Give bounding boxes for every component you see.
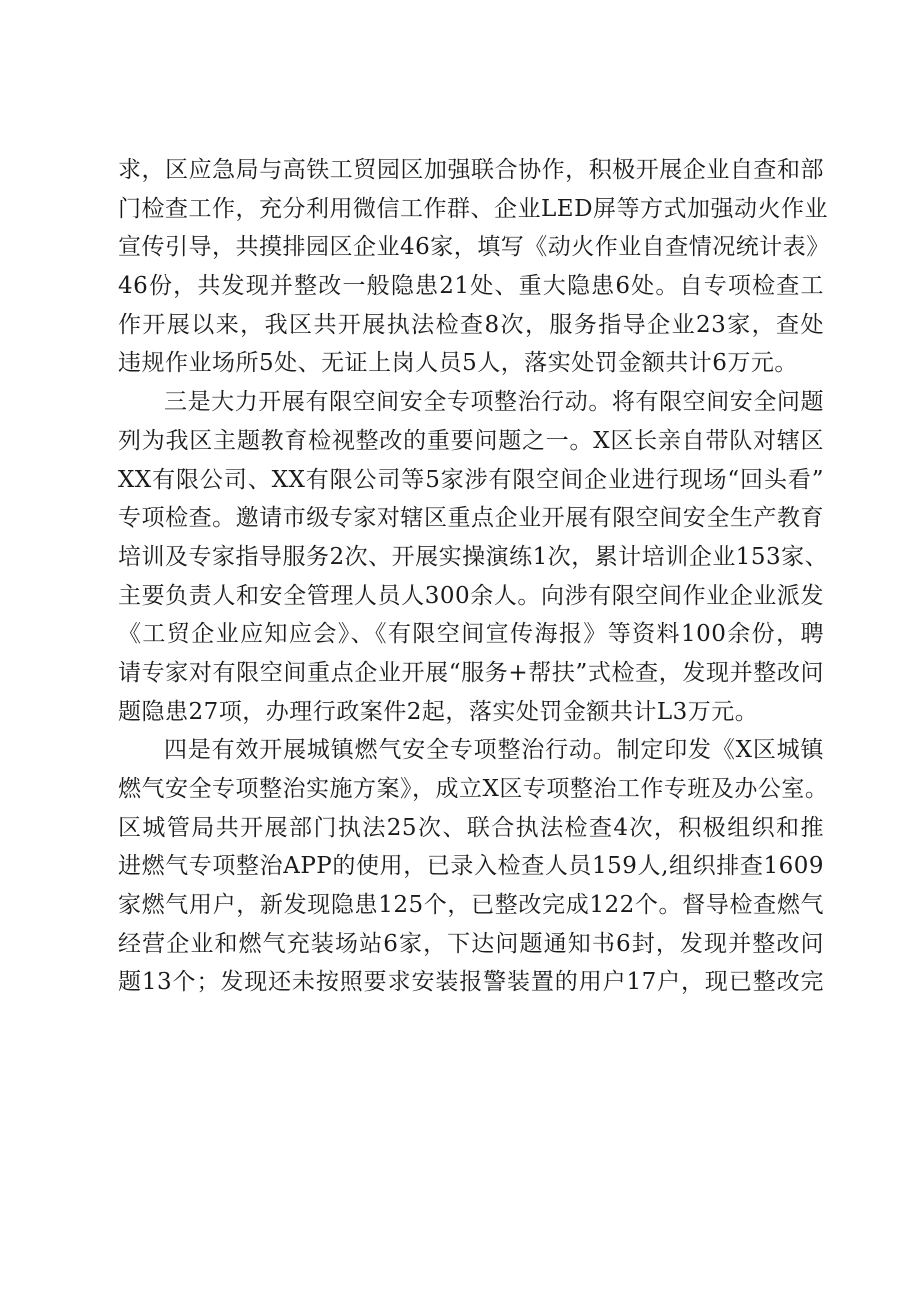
- text-line: 主要负责人和安全管理人员人300余人。向涉有限空间作业企业派发: [118, 582, 824, 609]
- text-line: 三是大力开展有限空间安全专项整治行动。将有限空间安全问题: [164, 389, 824, 416]
- paragraph-gas-safety: [118, 731, 829, 1002]
- paragraph-hot-work: [118, 151, 830, 383]
- text-line: 经营企业和燃气充装场站6家，下达问题通知书6封，发现并整改问: [118, 930, 824, 957]
- text-line: 作开展以来，我区共开展执法检查8次，服务指导企业23家，查处: [118, 311, 824, 338]
- paragraph-confined-space: [118, 383, 829, 731]
- text-line: 区城管局共开展部门执法25次、联合执法检查4次，积极组织和推: [118, 814, 824, 841]
- text-line: 请专家对有限空间重点企业开展“服务+帮扶”式检查，发现并整改问: [118, 659, 824, 686]
- text-line: 燃气安全专项整治实施方案》，成立X区专项整治工作专班及办公室。: [118, 776, 829, 802]
- text-line: 列为我区主题教育检视整改的重要问题之一。X区长亲自带队对辖区: [118, 427, 824, 454]
- text-line: 培训及专家指导服务2次、开展实操演练1次，累计培训企业153家、: [118, 543, 829, 570]
- text-line: 《工贸企业应知应会》、《有限空间宣传海报》等资料100余份，聘: [118, 621, 824, 648]
- text-line: 门检查工作，充分利用微信工作群、企业LED屏等方式加强动火作业: [118, 195, 829, 222]
- text-line: 进燃气专项整治APP的使用，已录入检查人员159人,组织排查1609: [118, 853, 824, 880]
- text-line: XX有限公司、XX有限公司等5家涉有限空间企业进行现场“回头看”: [118, 466, 824, 493]
- text-line: 求，区应急局与高铁工贸园区加强联合协作，积极开展企业自查和部: [118, 157, 824, 183]
- text-line: 46份，共发现并整改一般隐患21处、重大隐患6处。自专项检查工: [118, 273, 824, 300]
- text-line: 宣传引导，共摸排园区企业46家，填写《动火作业自查情况统计表》: [118, 234, 830, 261]
- text-line: 专项检查。邀请市级专家对辖区重点企业开展有限空间安全生产教育: [118, 505, 824, 532]
- text-line: 违规作业场所5处、无证上岗人员5人，落实处罚金额共计6万元。: [118, 350, 798, 377]
- text-line: 题隐患27项，办理行政案件2起，落实处罚金额共计L3万元。: [118, 698, 759, 725]
- document-body: [118, 151, 830, 1002]
- text-line: 四是有效开展城镇燃气安全专项整治行动。制定印发《X区城镇: [164, 737, 824, 764]
- text-line: 家燃气用户，新发现隐患125个，已整改完成122个。督导检查燃气: [118, 892, 824, 919]
- text-line: 题13个；发现还未按照要求安装报警装置的用户17户，现已整改完: [118, 969, 824, 996]
